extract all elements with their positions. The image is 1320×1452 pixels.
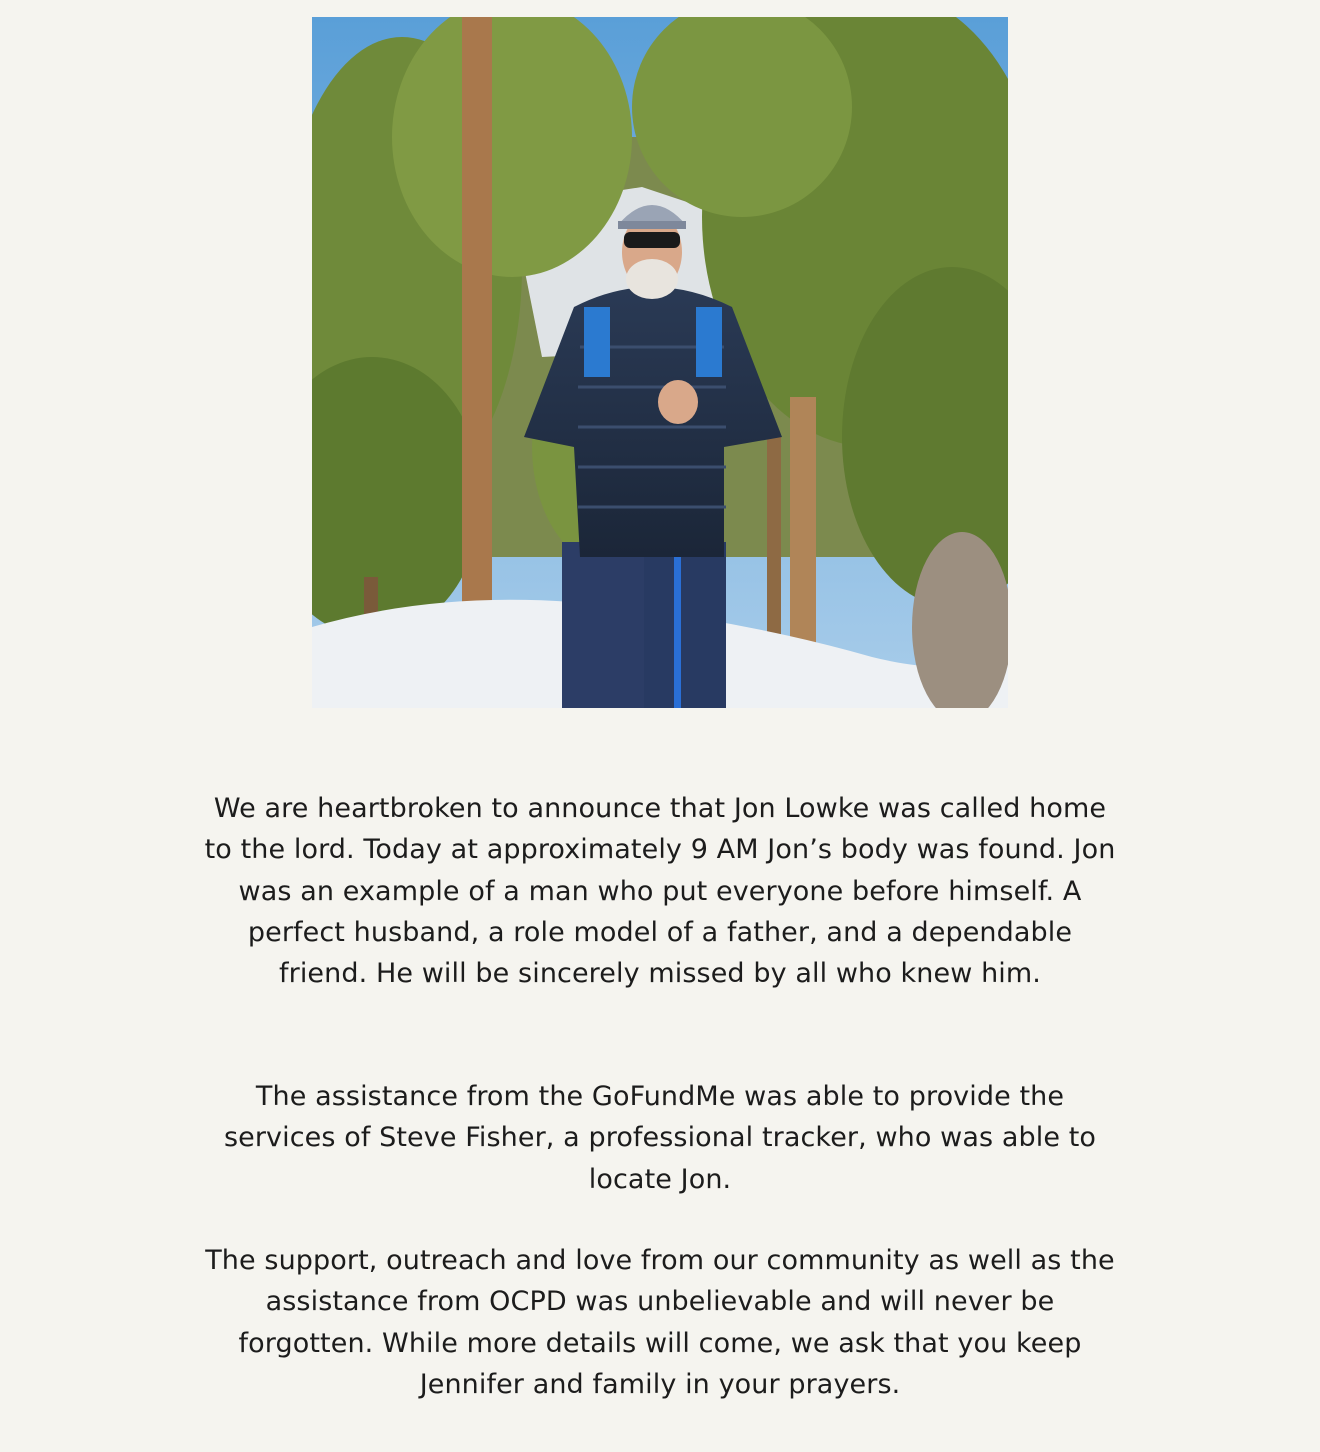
gofundme-paragraph: The assistance from the GoFundMe was able to provide the services of Steve Fisher, a professional tracker, who was able to locate Jon. [223, 1081, 1097, 1195]
announcement-paragraph: We are heartbroken to announce that Jon Lowke was called home to the lord. Today at approximately 9 AM Jon’s body was found. Jon was an example of a man who put everyone before himself. A perfect husband, a role model of a father, and a dependable friend. He will be sincerely missed by all who knew him. [204, 793, 1116, 990]
memorial-photo [312, 17, 1008, 708]
community-thanks-paragraph: The support, outreach and love from our community as well as the assistance from OCPD was unbelievable and will never be forgotten. While more details will come, we ask that you keep Jennifer and family in your prayers. [205, 1245, 1115, 1400]
